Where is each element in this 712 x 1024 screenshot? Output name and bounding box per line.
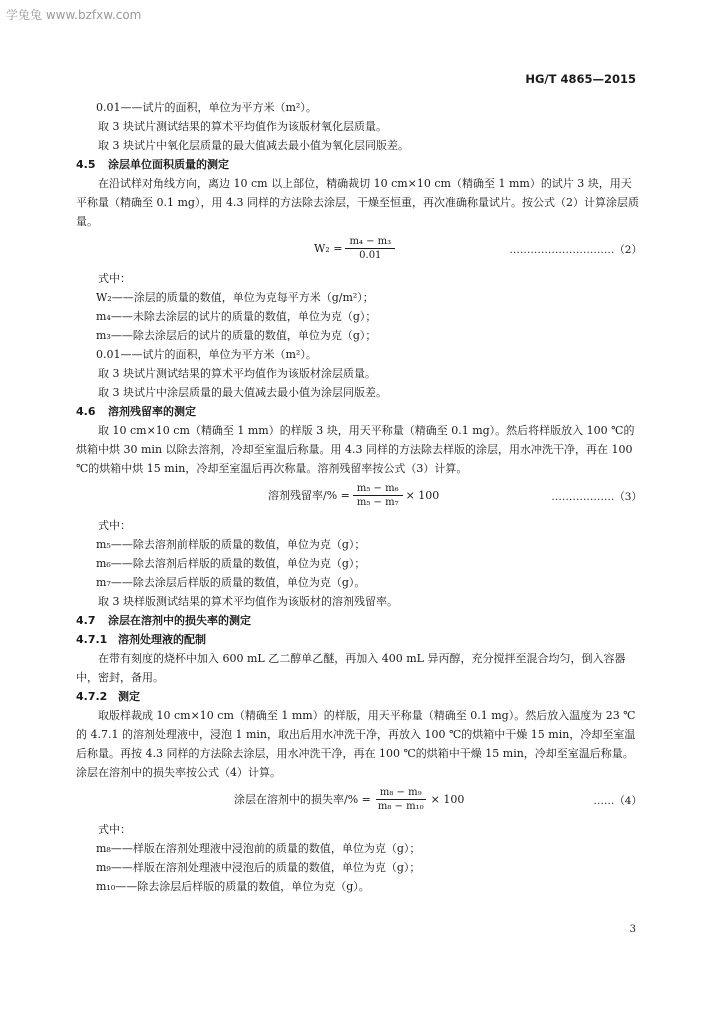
- section-number: 4.6: [76, 405, 96, 418]
- paragraph: 取 3 块试片测试结果的算术平均值作为该版材涂层质量。: [98, 367, 376, 380]
- paragraph: 取版样裁成 10 cm×10 cm（精确至 1 mm）的样版，用天平称量（精确至 0.1 mg）。然后放入温度为 23 ℃的 4.7.1 的溶剂处理液中，浸泡 1 min，取出后用水冲洗干净，再放入 100 ℃的烘箱中干燥 15 min，冷却至室温后称量。再按 4.3 同样的方法除去涂层，用水冲洗干净，再在 100 ℃的烘箱中干燥 15 min，冷却至室温后称量。涂层在溶剂中的损失率按公式（4）计算。: [76, 709, 636, 779]
- definition-line: 0.01——试片的面积，单位为平方米（m²）。: [96, 348, 317, 361]
- formula-3: [76, 478, 642, 516]
- definition-line: m₁₀——除去涂层后样版的质量的数值，单位为克（g）。: [96, 880, 370, 893]
- section-title: 涂层在溶剂中的损失率的测定: [108, 614, 251, 627]
- definition-line: m₃——除去涂层后的试片的质量的数值，单位为克（g）；: [96, 329, 377, 342]
- formula-lhs: 溶剂残留率/% =: [268, 489, 350, 502]
- numerator: m₅ − m₆: [353, 482, 403, 496]
- section-heading-4-7: [76, 611, 642, 630]
- definition-line: 0.01——试片的面积，单位为平方米（m²）。: [96, 101, 317, 114]
- formula-tail: × 100: [430, 793, 465, 806]
- numerator: m₄ − m₃: [345, 235, 395, 249]
- definition-line: m₇——除去涂层后样版的质量的数值，单位为克（g）。: [96, 576, 366, 589]
- watermark: 学兔兔 www.bzfxw.com: [6, 8, 142, 22]
- paragraph: 取 10 cm×10 cm（精确至 1 mm）的样版 3 块，用天平称量（精确至 0.1 mg）。然后将样版放入 100 ℃的烘箱中烘 30 min 以除去溶剂，冷却至室温后称量。用 4.3 同样的方法除去样版的涂层，用水冲洗干净，再在 100 ℃的烘箱中烘 15 min，冷却至室温后再次称量。溶剂残留率按公式（3）计算。: [76, 424, 635, 475]
- section-heading-4-6: [76, 402, 642, 421]
- section-number: 4.5: [76, 158, 96, 171]
- where-label: 式中：: [98, 272, 131, 285]
- paragraph: 取 3 块试片中氧化层质量的最大值减去最小值为氧化层同版差。: [98, 139, 409, 152]
- definition-line: m₄——未除去涂层的试片的质量的数值，单位为克（g）；: [96, 310, 377, 323]
- formula-2: [76, 231, 642, 269]
- where-label: 式中：: [98, 823, 131, 836]
- paragraph: 在沿试样对角线方向，离边 10 cm 以上部位，精确裁切 10 cm×10 cm（精确至 1 mm）的试片 3 块，用天平称量（精确至 0.1 mg），用 4.3 同样的方法除去涂层，干燥至恒重，再次准确称量试片。按公式（2）计算涂层质量。: [76, 177, 639, 228]
- definition-line: m₅——除去溶剂前样版的质量的数值，单位为克（g）；: [96, 538, 366, 551]
- section-heading-4-7-1: [76, 630, 642, 649]
- formula-tail: × 100: [405, 489, 440, 502]
- section-number: 4.7.2: [76, 690, 108, 703]
- section-title: 涂层单位面积质量的测定: [108, 158, 229, 171]
- section-number: 4.7: [76, 614, 96, 627]
- section-heading-4-5: [76, 155, 642, 174]
- standard-number-header: HG/T 4865—2015: [525, 72, 636, 86]
- formula-number: ………………（3）: [551, 491, 642, 503]
- section-heading-4-7-2: [76, 687, 642, 706]
- section-number: 4.7.1: [76, 633, 108, 646]
- formula-lhs: W₂ =: [314, 242, 343, 255]
- definition-line: m₈——样版在溶剂处理液中浸泡前的质量的数值，单位为克（g）；: [96, 842, 421, 855]
- denominator: 0.01: [359, 250, 382, 261]
- document-body: [76, 98, 642, 896]
- paragraph: 取 3 块试片测试结果的算术平均值作为该版材氧化层质量。: [98, 120, 387, 133]
- denominator: m₈ − m₁₀: [377, 801, 424, 812]
- fraction: [374, 786, 428, 813]
- definition-line: m₉——样版在溶剂处理液中浸泡后的质量的数值，单位为克（g）；: [96, 861, 421, 874]
- paragraph: 取 3 块试片中涂层质量的最大值减去最小值为涂层同版差。: [98, 386, 387, 399]
- where-label: 式中：: [98, 519, 131, 532]
- page-number: 3: [629, 924, 636, 935]
- paragraph: 取 3 块样版测试结果的算术平均值作为该版材的溶剂残留率。: [98, 595, 398, 608]
- numerator: m₈ − m₉: [376, 786, 426, 800]
- definition-line: W₂——涂层的质量的数值，单位为克每平方米（g/m²）；: [96, 291, 374, 304]
- formula-number: ……（4）: [593, 795, 642, 807]
- denominator: m₅ − m₇: [356, 497, 399, 508]
- formula-4: [76, 782, 642, 820]
- formula-lhs: 涂层在溶剂中的损失率/% =: [234, 793, 371, 806]
- fraction: [345, 235, 395, 262]
- fraction: [353, 482, 403, 509]
- paragraph: 在带有刻度的烧杯中加入 600 mL 乙二醇单乙醚，再加入 400 mL 异丙醇，充分搅拌至混合均匀，倒入容器中，密封，备用。: [76, 652, 626, 684]
- definition-line: m₆——除去溶剂后样版的质量的数值，单位为克（g）；: [96, 557, 366, 570]
- section-title: 溶剂残留率的测定: [108, 405, 196, 418]
- section-title: 测定: [118, 690, 140, 703]
- formula-number: …………………………（2）: [509, 244, 642, 256]
- section-title: 溶剂处理液的配制: [118, 633, 206, 646]
